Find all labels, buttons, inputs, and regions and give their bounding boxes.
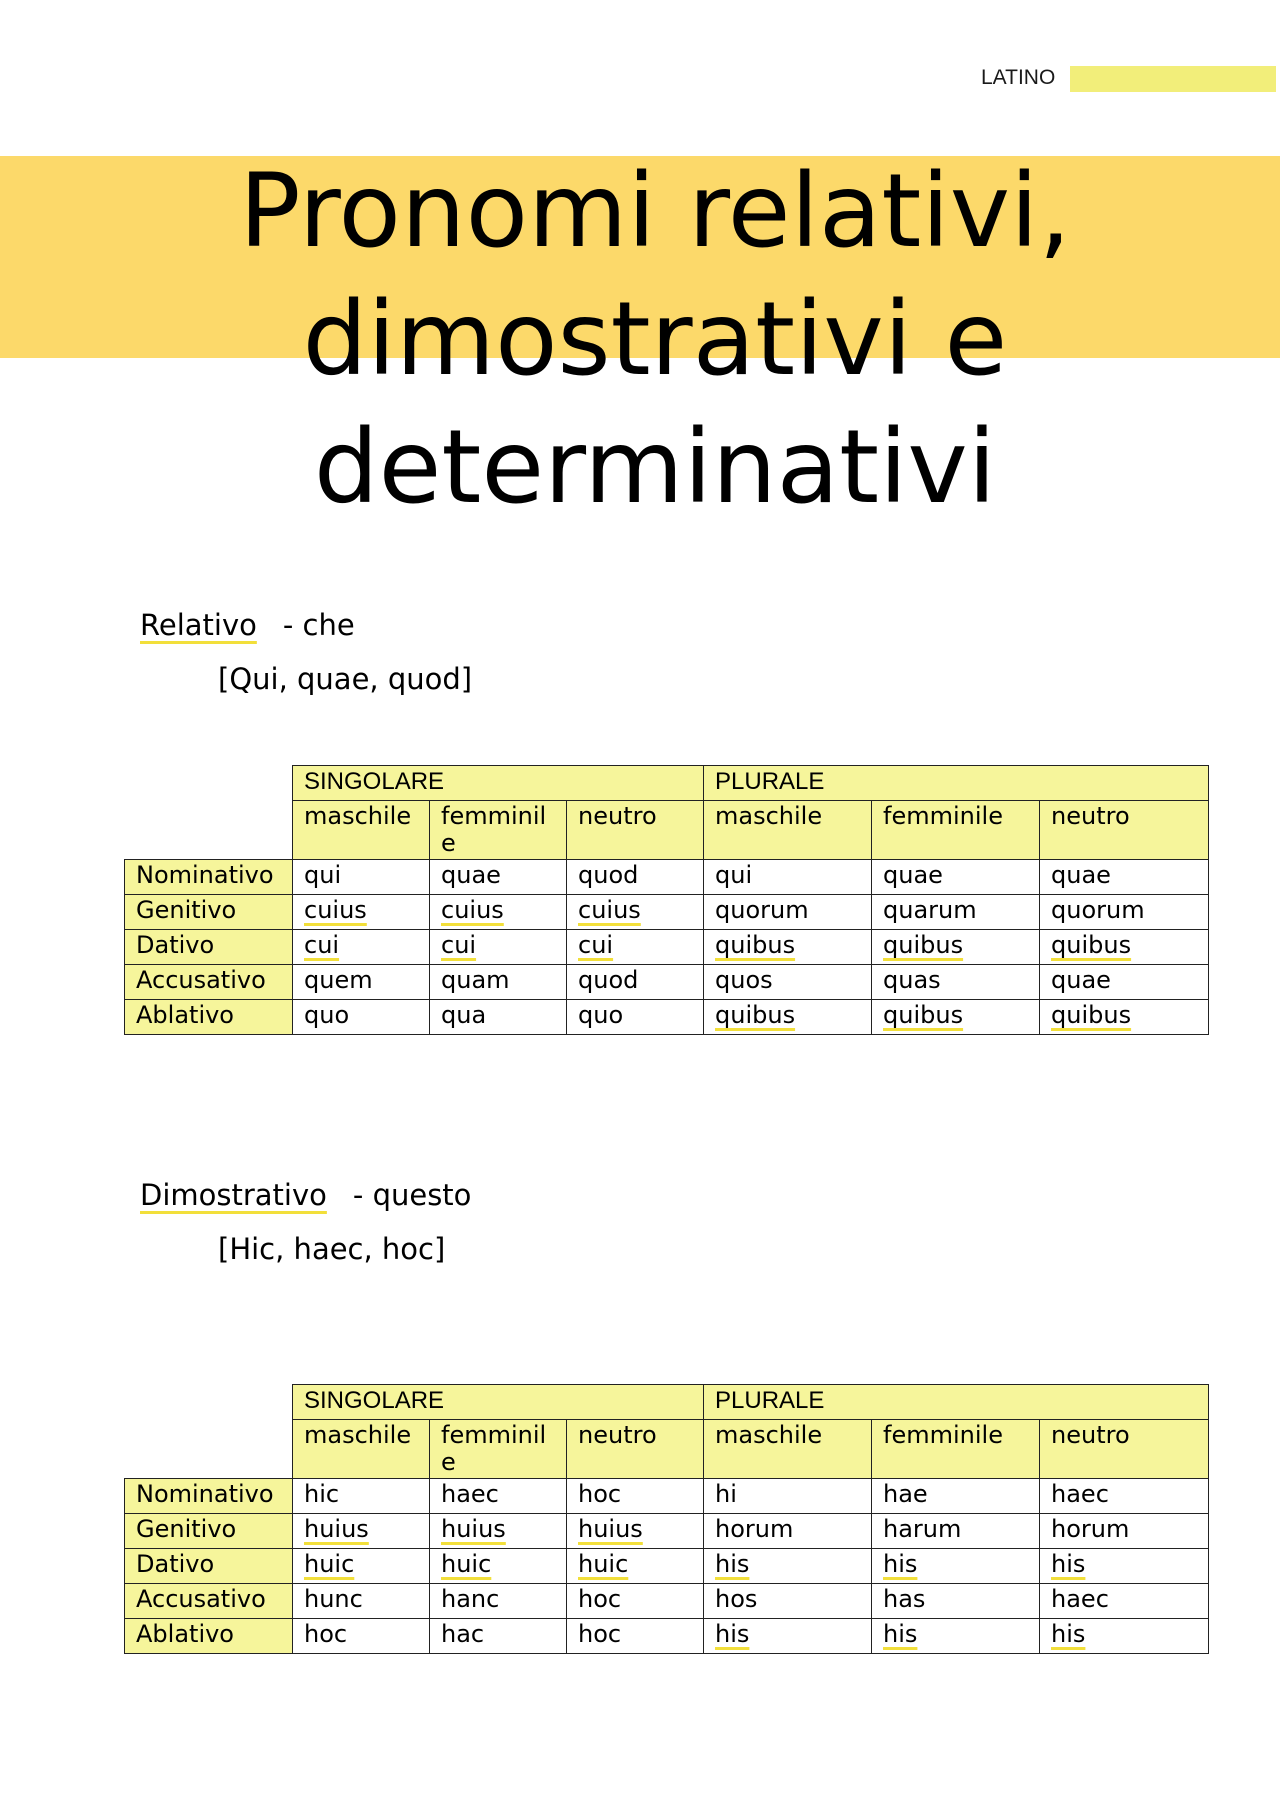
- table-cell: qua: [430, 1000, 567, 1035]
- table-cell: horum: [1040, 1514, 1209, 1549]
- table-row: [125, 1000, 1209, 1035]
- table-cell: qui: [293, 860, 430, 895]
- table-group-row: [125, 766, 1209, 801]
- table-cell: quibus: [704, 1000, 872, 1035]
- table-cell: hic: [293, 1479, 430, 1514]
- title-line-2: dimostrativi e: [302, 280, 1008, 399]
- table-cell: cui: [430, 930, 567, 965]
- case-label: Nominativo: [125, 1479, 293, 1514]
- table-cell: huic: [430, 1549, 567, 1584]
- table-cell: hi: [704, 1479, 872, 1514]
- table-row: [125, 965, 1209, 1000]
- table-cell: his: [872, 1549, 1040, 1584]
- gender-header: femminile: [872, 1420, 1040, 1479]
- section-meaning: - questo: [352, 1178, 472, 1212]
- table-row: [125, 860, 1209, 895]
- table-cell: his: [872, 1619, 1040, 1654]
- table-cell: cuius: [430, 895, 567, 930]
- table-cell: quae: [872, 860, 1040, 895]
- gender-header: neutro: [1040, 801, 1209, 860]
- gender-header: maschile: [293, 1420, 430, 1479]
- table-cell: quorum: [1040, 895, 1209, 930]
- table-cell: quae: [1040, 965, 1209, 1000]
- table-cell: quibus: [1040, 930, 1209, 965]
- gender-header: femminile: [430, 1420, 567, 1479]
- case-label: Ablativo: [125, 1000, 293, 1035]
- case-label: Genitivo: [125, 895, 293, 930]
- section-term: Dimostrativo: [140, 1178, 327, 1212]
- declension-table-dimostrativo: [124, 1384, 1209, 1654]
- table-cell: cuius: [293, 895, 430, 930]
- table-cell: hunc: [293, 1584, 430, 1619]
- table-cell: quo: [293, 1000, 430, 1035]
- group-singular: SINGOLARE: [293, 766, 704, 801]
- table-cell: his: [1040, 1549, 1209, 1584]
- section-term: Relativo: [140, 608, 257, 642]
- gender-header: neutro: [1040, 1420, 1209, 1479]
- group-plural: PLURALE: [704, 1385, 1209, 1420]
- table-cell: quibus: [704, 930, 872, 965]
- table-cell: hae: [872, 1479, 1040, 1514]
- table-cell: horum: [704, 1514, 872, 1549]
- title-line-3: determinativi: [313, 408, 997, 527]
- header-label: LATINO: [981, 66, 1056, 89]
- table-cell: quod: [567, 965, 704, 1000]
- table-cell: quas: [872, 965, 1040, 1000]
- table-cell: hoc: [567, 1619, 704, 1654]
- case-label: Accusativo: [125, 965, 293, 1000]
- table-row: [125, 1619, 1209, 1654]
- table-cell: harum: [872, 1514, 1040, 1549]
- table-group-row: [125, 1385, 1209, 1420]
- table-cell: cuius: [567, 895, 704, 930]
- group-plural: PLURALE: [704, 766, 1209, 801]
- table-cell: quae: [430, 860, 567, 895]
- case-label: Accusativo: [125, 1584, 293, 1619]
- table-cell: quibus: [872, 930, 1040, 965]
- table-cell: quod: [567, 860, 704, 895]
- table-cell: has: [872, 1584, 1040, 1619]
- table-cell: quibus: [1040, 1000, 1209, 1035]
- case-label: Dativo: [125, 1549, 293, 1584]
- case-label: Nominativo: [125, 860, 293, 895]
- table-cell: quem: [293, 965, 430, 1000]
- table-cell: hac: [430, 1619, 567, 1654]
- table-gender-row: [125, 801, 1209, 860]
- gender-header: femminile: [872, 801, 1040, 860]
- table-cell: cui: [567, 930, 704, 965]
- section-heading-relativo: [140, 607, 355, 643]
- table-row: [125, 1584, 1209, 1619]
- table-cell: hanc: [430, 1584, 567, 1619]
- table-cell: hos: [704, 1584, 872, 1619]
- table-cell: his: [704, 1549, 872, 1584]
- table-cell: quam: [430, 965, 567, 1000]
- gender-header: maschile: [704, 801, 872, 860]
- table-cell: hoc: [567, 1479, 704, 1514]
- table-cell: huic: [293, 1549, 430, 1584]
- title-line-1: Pronomi relativi,: [239, 152, 1071, 271]
- table-cell: hoc: [293, 1619, 430, 1654]
- table-cell: huic: [567, 1549, 704, 1584]
- section-forms: [Qui, quae, quod]: [218, 662, 473, 696]
- table-gender-row: [125, 1420, 1209, 1479]
- gender-header: maschile: [293, 801, 430, 860]
- case-label: Ablativo: [125, 1619, 293, 1654]
- table-row: [125, 895, 1209, 930]
- table-cell: haec: [1040, 1479, 1209, 1514]
- table-cell: quae: [1040, 860, 1209, 895]
- gender-header: neutro: [567, 801, 704, 860]
- header-accent-bar: [1070, 66, 1276, 92]
- table-cell: huius: [293, 1514, 430, 1549]
- section-meaning: - che: [282, 608, 355, 642]
- case-label: Dativo: [125, 930, 293, 965]
- table-cell: haec: [1040, 1584, 1209, 1619]
- table-cell: haec: [430, 1479, 567, 1514]
- table-cell: hoc: [567, 1584, 704, 1619]
- table-row: [125, 1479, 1209, 1514]
- gender-header: femminile: [430, 801, 567, 860]
- table-cell: quorum: [704, 895, 872, 930]
- table-cell: huius: [567, 1514, 704, 1549]
- table-cell: his: [704, 1619, 872, 1654]
- page-title: [0, 148, 1280, 532]
- section-heading-dimostrativo: [140, 1177, 471, 1213]
- table-cell: quarum: [872, 895, 1040, 930]
- declension-table-relativo: [124, 765, 1209, 1035]
- gender-header: neutro: [567, 1420, 704, 1479]
- section-forms: [Hic, haec, hoc]: [218, 1232, 446, 1266]
- table-row: [125, 930, 1209, 965]
- table-row: [125, 1549, 1209, 1584]
- table-cell: quo: [567, 1000, 704, 1035]
- table-cell: qui: [704, 860, 872, 895]
- group-singular: SINGOLARE: [293, 1385, 704, 1420]
- table-cell: huius: [430, 1514, 567, 1549]
- case-label: Genitivo: [125, 1514, 293, 1549]
- table-cell: his: [1040, 1619, 1209, 1654]
- table-cell: quibus: [872, 1000, 1040, 1035]
- gender-header: maschile: [704, 1420, 872, 1479]
- table-cell: cui: [293, 930, 430, 965]
- table-cell: quos: [704, 965, 872, 1000]
- table-row: [125, 1514, 1209, 1549]
